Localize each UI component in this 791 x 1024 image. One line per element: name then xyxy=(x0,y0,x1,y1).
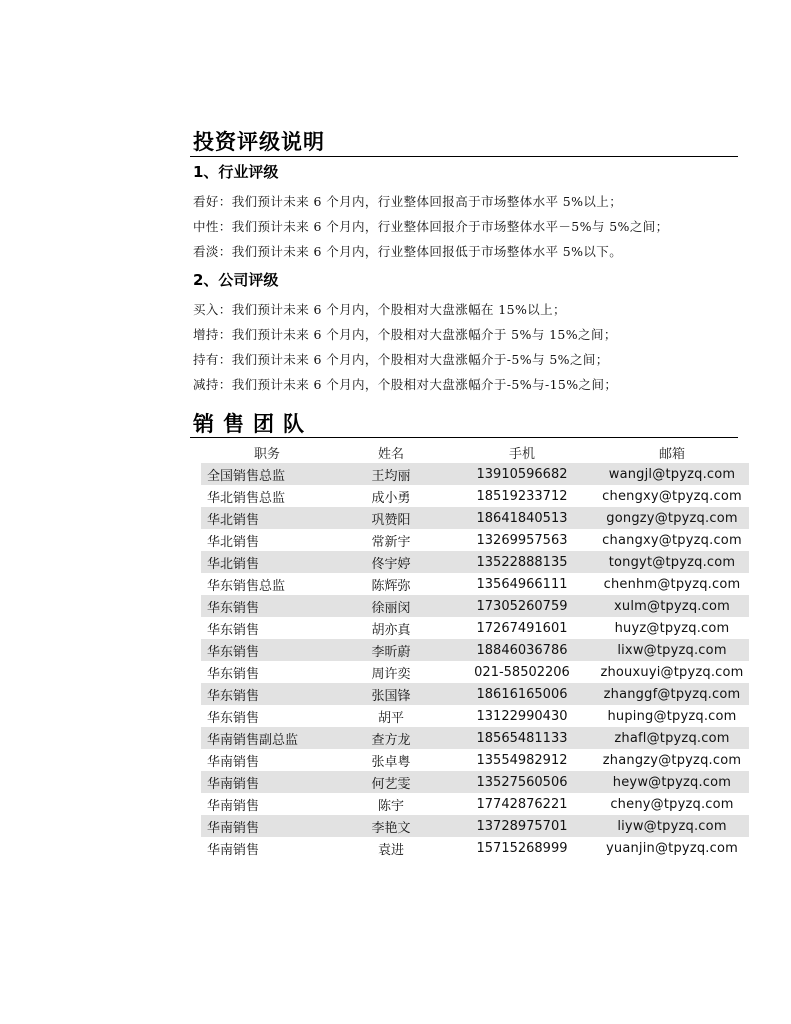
phone-cell: 13564966111 xyxy=(476,576,568,592)
email-cell: lixw@tpyzq.com xyxy=(595,639,749,661)
name-cell: 王均丽 xyxy=(333,463,449,485)
phone-cell: 17267491601 xyxy=(476,620,568,636)
table-row xyxy=(201,837,749,859)
role-cell: 华东销售 xyxy=(207,622,260,638)
role-cell: 华东销售 xyxy=(207,710,260,726)
email-cell: changxy@tpyzq.com xyxy=(602,532,742,548)
role-cell: 华北销售 xyxy=(201,507,333,529)
phone-cell: 13527560506 xyxy=(449,771,595,793)
table-row xyxy=(201,463,749,485)
industry-rating-heading: 1、行业评级 xyxy=(193,163,279,181)
name-cell: 常新宇 xyxy=(371,534,411,550)
phone-cell: 17742876221 xyxy=(476,796,568,812)
email-cell: heyw@tpyzq.com xyxy=(595,771,749,793)
table-row xyxy=(201,793,749,815)
name-cell: 胡平 xyxy=(377,710,404,726)
email-cell: yuanjin@tpyzq.com xyxy=(605,840,739,856)
name-cell: 胡亦真 xyxy=(371,622,411,638)
name-cell: 查方龙 xyxy=(333,727,449,749)
table-row xyxy=(201,683,749,705)
table-row xyxy=(201,661,749,683)
email-cell: zhouxuyi@tpyzq.com xyxy=(600,664,744,680)
email-cell: wangjl@tpyzq.com xyxy=(595,463,749,485)
header-name: 姓名 xyxy=(377,446,404,462)
email-cell: xulm@tpyzq.com xyxy=(595,595,749,617)
phone-cell: 13522888135 xyxy=(449,551,595,573)
role-cell: 华南销售 xyxy=(207,798,260,814)
name-cell: 张国锋 xyxy=(333,683,449,705)
role-cell: 华东销售 xyxy=(201,683,333,705)
role-cell: 华东销售 xyxy=(201,595,333,617)
email-cell: huyz@tpyzq.com xyxy=(614,620,730,636)
email-cell: gongzy@tpyzq.com xyxy=(595,507,749,529)
sales-team-table xyxy=(201,441,749,859)
role-cell: 华东销售总监 xyxy=(207,578,286,594)
phone-cell: 13728975701 xyxy=(449,815,595,837)
email-cell: tongyt@tpyzq.com xyxy=(595,551,749,573)
table-row xyxy=(201,771,749,793)
company-rating-line: 减持：我们预计未来 6 个月内，个股相对大盘涨幅介于-5%与-15%之间； xyxy=(193,377,618,392)
role-cell: 华南销售 xyxy=(201,815,333,837)
industry-rating-line: 看淡：我们预计未来 6 个月内，行业整体回报低于市场整体水平 5%以下。 xyxy=(193,244,623,259)
table-row xyxy=(201,815,749,837)
email-cell: zhafl@tpyzq.com xyxy=(595,727,749,749)
table-row xyxy=(201,507,749,529)
phone-cell: 13122990430 xyxy=(476,708,568,724)
name-cell: 陈宇 xyxy=(377,798,404,814)
role-cell: 华南销售 xyxy=(207,842,260,858)
name-cell: 何艺雯 xyxy=(333,771,449,793)
sales-table-body xyxy=(201,463,749,859)
phone-cell: 021-58502206 xyxy=(474,664,570,680)
name-cell: 周许奕 xyxy=(371,666,411,682)
role-cell: 华南销售副总监 xyxy=(201,727,333,749)
rating-section-title: 投资评级说明 xyxy=(193,130,325,154)
name-cell: 李艳文 xyxy=(333,815,449,837)
role-cell: 华北销售 xyxy=(201,551,333,573)
role-cell: 华南销售 xyxy=(207,754,260,770)
header-role: 职务 xyxy=(253,446,280,462)
email-cell: liyw@tpyzq.com xyxy=(595,815,749,837)
name-cell: 陈辉弥 xyxy=(371,578,411,594)
company-rating-line: 买入：我们预计未来 6 个月内，个股相对大盘涨幅在 15%以上； xyxy=(193,302,566,317)
email-cell: chenhm@tpyzq.com xyxy=(603,576,741,592)
role-cell: 全国销售总监 xyxy=(201,463,333,485)
table-row xyxy=(201,705,749,727)
industry-rating-line: 看好：我们预计未来 6 个月内，行业整体回报高于市场整体水平 5%以上； xyxy=(193,194,623,209)
table-row xyxy=(201,595,749,617)
phone-cell: 13269957563 xyxy=(476,532,568,548)
phone-cell: 18846036786 xyxy=(449,639,595,661)
name-cell: 徐丽闵 xyxy=(333,595,449,617)
sales-team-title: 销售团队 xyxy=(193,412,313,436)
phone-cell: 18616165006 xyxy=(449,683,595,705)
name-cell: 张卓粤 xyxy=(371,754,411,770)
email-cell: chengxy@tpyzq.com xyxy=(602,488,742,504)
table-row xyxy=(201,727,749,749)
company-rating-line: 持有：我们预计未来 6 个月内，个股相对大盘涨幅介于-5%与 5%之间； xyxy=(193,352,609,367)
name-cell: 李昕蔚 xyxy=(333,639,449,661)
role-cell: 华北销售 xyxy=(207,534,260,550)
email-cell: zhangzy@tpyzq.com xyxy=(602,752,742,768)
table-row xyxy=(201,749,749,771)
role-cell: 华南销售 xyxy=(201,771,333,793)
industry-rating-line: 中性：我们预计未来 6 个月内，行业整体回报介于市场整体水平－5%与 5%之间； xyxy=(193,219,669,234)
table-row xyxy=(201,639,749,661)
phone-cell: 13910596682 xyxy=(449,463,595,485)
table-header-row xyxy=(201,441,749,463)
company-rating-line: 增持：我们预计未来 6 个月内，个股相对大盘涨幅介于 5%与 15%之间； xyxy=(193,327,617,342)
role-cell: 华北销售总监 xyxy=(207,490,286,506)
table-row xyxy=(201,485,749,507)
email-cell: zhanggf@tpyzq.com xyxy=(595,683,749,705)
name-cell: 成小勇 xyxy=(371,490,411,506)
phone-cell: 13554982912 xyxy=(476,752,568,768)
header-phone: 手机 xyxy=(508,446,535,462)
name-cell: 佟宇婷 xyxy=(333,551,449,573)
phone-cell: 17305260759 xyxy=(449,595,595,617)
company-rating-heading: 2、公司评级 xyxy=(193,271,279,289)
table-row xyxy=(201,529,749,551)
table-row xyxy=(201,617,749,639)
table-row xyxy=(201,573,749,595)
title-divider xyxy=(190,156,738,157)
email-cell: huping@tpyzq.com xyxy=(607,708,737,724)
table-row xyxy=(201,551,749,573)
email-cell: cheny@tpyzq.com xyxy=(610,796,734,812)
name-cell: 袁进 xyxy=(377,842,404,858)
role-cell: 华东销售 xyxy=(201,639,333,661)
header-email: 邮箱 xyxy=(658,446,685,462)
phone-cell: 18519233712 xyxy=(476,488,568,504)
role-cell: 华东销售 xyxy=(207,666,260,682)
phone-cell: 18641840513 xyxy=(449,507,595,529)
sales-title-divider xyxy=(190,437,738,438)
phone-cell: 18565481133 xyxy=(449,727,595,749)
phone-cell: 15715268999 xyxy=(476,840,568,856)
name-cell: 巩赞阳 xyxy=(333,507,449,529)
